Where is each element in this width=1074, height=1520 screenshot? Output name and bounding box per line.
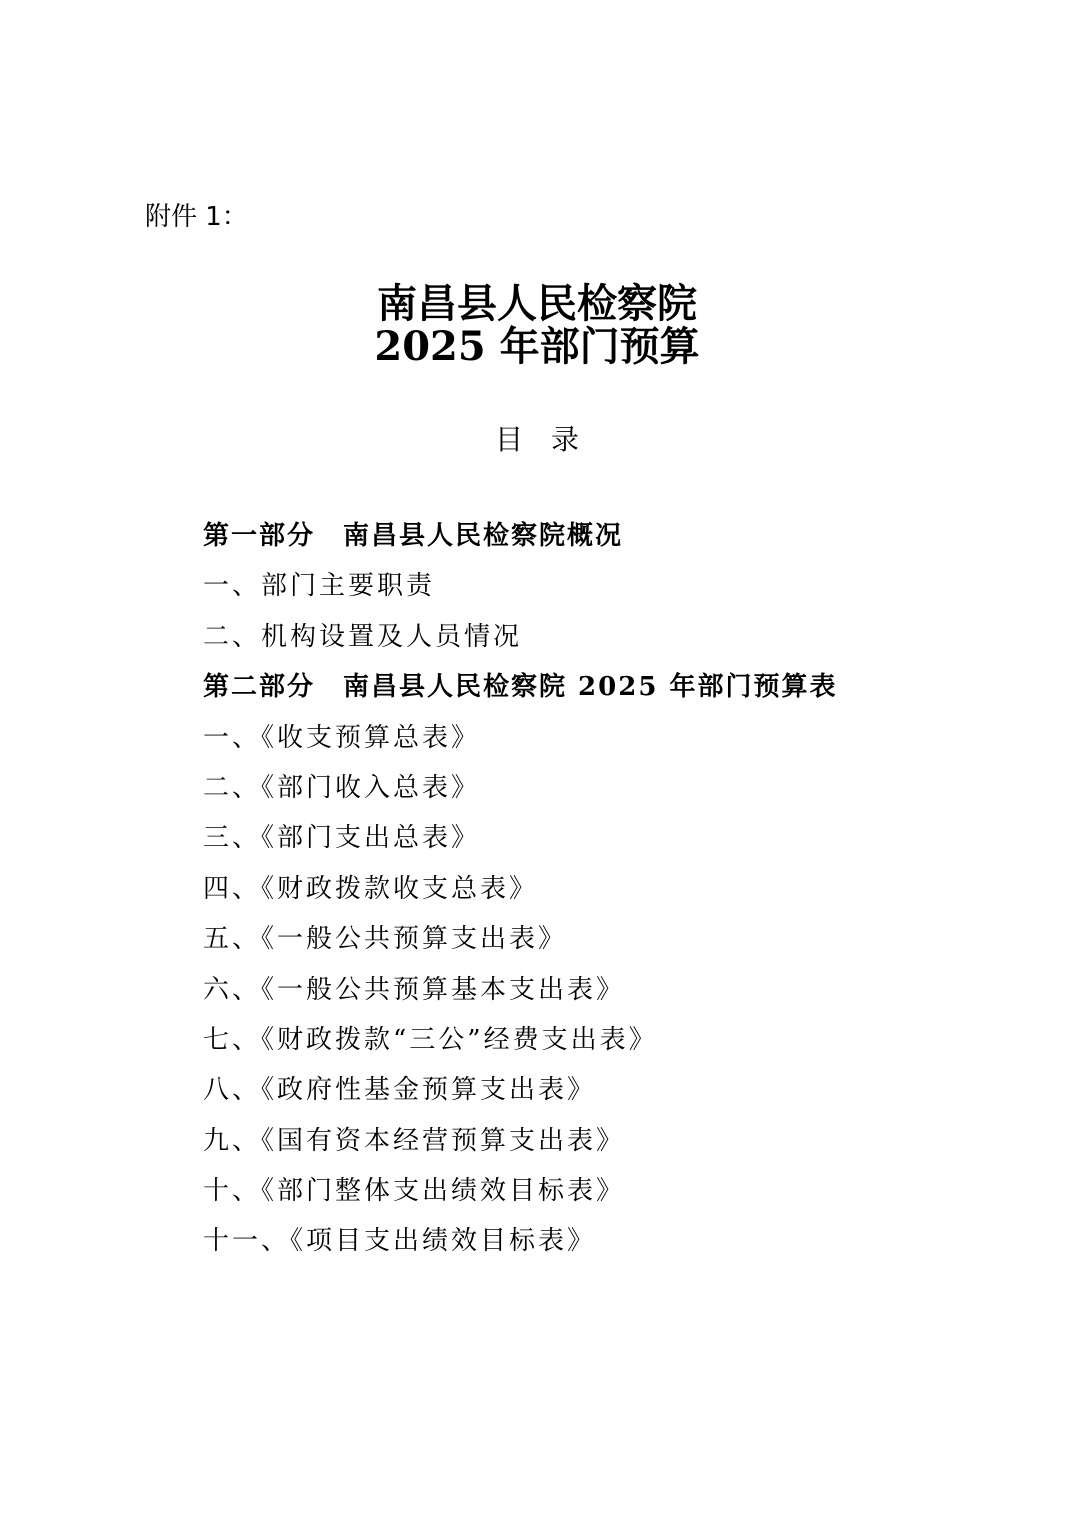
- toc-item: 四、《财政拨款收支总表》: [203, 873, 539, 904]
- toc-item: 三、《部门支出总表》: [203, 823, 481, 854]
- table-of-contents: [203, 514, 1023, 1270]
- toc-item: 十一、《项目支出绩效目标表》: [203, 1226, 597, 1257]
- toc-item: 六、《一般公共预算基本支出表》: [203, 974, 626, 1005]
- toc-item: 一、部门主要职责: [203, 571, 436, 602]
- toc-part-1: 第一部分 南昌县人民检察院概况: [203, 521, 624, 551]
- toc-item: 七、《财政拨款“三公”经费支出表》: [203, 1024, 658, 1055]
- toc-item: 十、《部门整体支出绩效目标表》: [203, 1176, 626, 1207]
- toc-item: 一、《收支预算总表》: [203, 722, 481, 753]
- toc-item: 二、《部门收入总表》: [203, 772, 481, 803]
- toc-part-2: 第二部分 南昌县人民检察院 2025 年部门预算表: [203, 672, 838, 703]
- attachment-label: 附件 1：: [145, 202, 248, 232]
- toc-item: 九、《国有资本经营预算支出表》: [203, 1125, 626, 1156]
- toc-item: 八、《政府性基金预算支出表》: [203, 1075, 597, 1106]
- toc-item: 二、机构设置及人员情况: [203, 621, 523, 652]
- document-title-line-1: 南昌县人民检察院: [377, 280, 697, 327]
- toc-heading: 目录: [494, 423, 607, 456]
- toc-item: 五、《一般公共预算支出表》: [203, 924, 568, 955]
- document-title-line-2: 2025 年部门预算: [374, 323, 700, 370]
